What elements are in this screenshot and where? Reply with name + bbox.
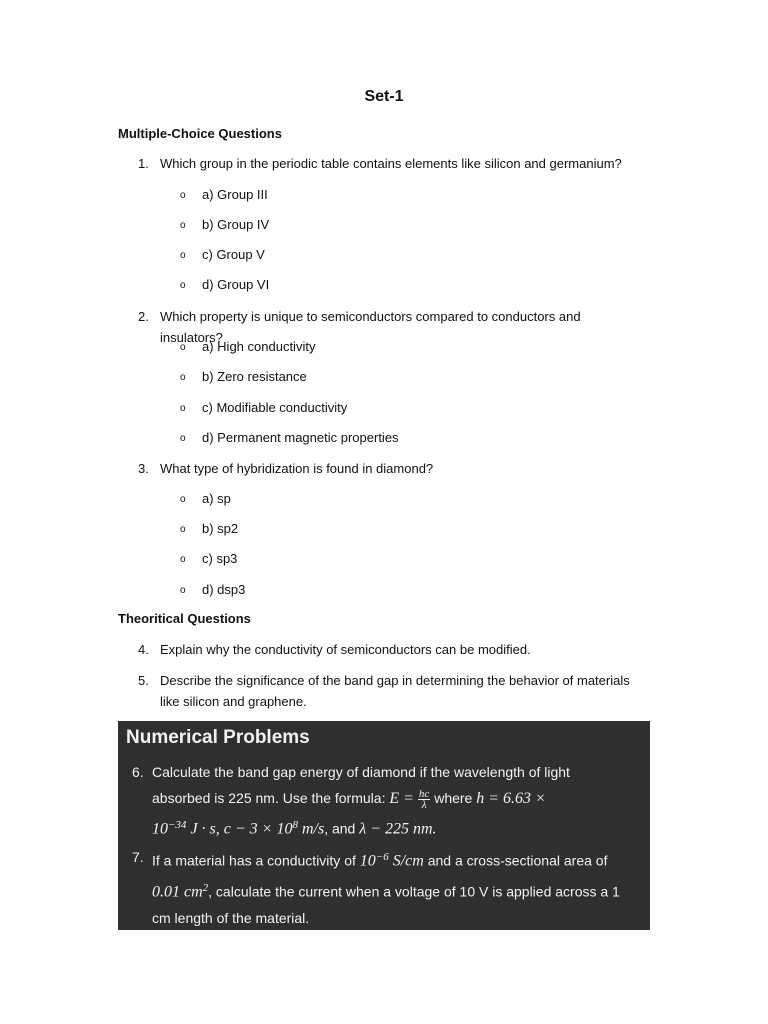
numerical-problems-panel — [118, 721, 650, 930]
option-label: a) High conductivity — [202, 339, 316, 354]
circle-bullet-icon: o — [180, 342, 186, 353]
question-number: 2. — [138, 309, 149, 324]
option-label: c) Group V — [202, 247, 265, 262]
option-label: d) Permanent magnetic properties — [202, 430, 399, 445]
problem-6 — [132, 759, 642, 843]
formula-exp-base: 10 — [359, 852, 376, 870]
option-label: c) sp3 — [202, 551, 238, 566]
formula-exp-base: 10 — [152, 820, 168, 838]
formula-lambda: λ − 225 nm. — [359, 820, 437, 838]
option-item — [180, 491, 231, 506]
circle-bullet-icon: o — [180, 433, 186, 444]
formula-units: J · s, c − 3 × 10 — [186, 820, 293, 838]
option-item — [180, 339, 315, 354]
problem-7 — [132, 844, 642, 931]
problem-line: Calculate the band gap energy of diamond if the wavelength of light — [152, 764, 570, 780]
fraction-denominator: λ — [421, 798, 427, 811]
option-item — [180, 400, 347, 415]
fraction-numerator: hc — [418, 787, 430, 800]
problem-line: and a cross-sectional area of — [423, 852, 608, 869]
circle-bullet-icon: o — [180, 372, 186, 383]
option-label: d) Group VI — [202, 277, 270, 292]
circle-bullet-icon: o — [180, 190, 186, 201]
option-item — [180, 277, 269, 292]
formula-area: 0.01 cm — [152, 883, 203, 901]
question-number: 4. — [138, 642, 149, 657]
option-label: c) Modifiable conductivity — [202, 400, 348, 415]
option-item — [180, 247, 265, 262]
formula-units: m/s — [297, 820, 325, 838]
question-5 — [138, 670, 638, 712]
circle-bullet-icon: o — [180, 494, 186, 505]
problem-word: , and — [324, 820, 360, 837]
option-item — [180, 521, 238, 536]
question-text: Which group in the periodic table contains elements like silicon and germanium? — [160, 156, 622, 171]
problem-line: If a material has a conductivity of — [152, 852, 360, 869]
option-label: b) Group IV — [202, 217, 270, 232]
problem-line: , calculate the current when a voltage of 10 V is applied across a 1 — [208, 883, 620, 900]
circle-bullet-icon: o — [180, 250, 186, 261]
formula-exponent: −34 — [168, 819, 187, 831]
circle-bullet-icon: o — [180, 220, 186, 231]
page-title: Set-1 — [364, 88, 404, 105]
circle-bullet-icon: o — [180, 554, 186, 565]
circle-bullet-icon: o — [180, 585, 186, 596]
option-item — [180, 582, 245, 597]
question-4 — [138, 639, 638, 660]
theory-heading: Theoritical Questions — [118, 611, 251, 626]
question-number: 5. — [138, 673, 149, 688]
problem-line: cm length of the material. — [152, 910, 310, 927]
option-item — [180, 430, 399, 445]
numerical-heading: Numerical Problems — [126, 727, 310, 748]
formula-exponent: 8 — [292, 819, 298, 831]
option-label: b) sp2 — [202, 521, 239, 536]
fraction — [418, 789, 430, 810]
circle-bullet-icon: o — [180, 524, 186, 535]
question-1 — [138, 153, 638, 174]
option-label: d) dsp3 — [202, 582, 246, 597]
option-item — [180, 551, 237, 566]
option-item — [180, 217, 269, 232]
question-3 — [138, 458, 638, 479]
option-label: a) Group III — [202, 187, 268, 202]
circle-bullet-icon: o — [180, 403, 186, 414]
question-text: Which property is unique to semiconductors compared to conductors and insulators? — [160, 309, 581, 345]
problem-text — [152, 759, 640, 843]
option-item — [180, 369, 307, 384]
problem-word: where — [430, 790, 477, 806]
problem-number: 6. — [132, 764, 144, 780]
problem-text — [152, 844, 640, 931]
formula-exponent: 2 — [202, 881, 209, 894]
problem-line: absorbed is 225 nm. Use the formula: — [152, 790, 390, 806]
mcq-heading: Multiple-Choice Questions — [118, 126, 282, 141]
option-item — [180, 187, 268, 202]
question-number: 3. — [138, 461, 149, 476]
option-label: b) Zero resistance — [202, 369, 307, 384]
question-text: Explain why the conductivity of semiconductors can be modified. — [160, 642, 531, 657]
formula-exponent: −6 — [375, 851, 389, 863]
question-text: Describe the significance of the band gap in determining the behavior of materials like silicon and graphene. — [160, 673, 630, 709]
formula-units: S/cm — [388, 852, 424, 870]
question-text: What type of hybridization is found in diamond? — [160, 461, 434, 476]
problem-number: 7. — [132, 849, 144, 865]
formula-e: E = — [389, 790, 418, 807]
option-label: a) sp — [202, 491, 231, 506]
circle-bullet-icon: o — [180, 280, 186, 291]
question-number: 1. — [138, 156, 149, 171]
formula-h: h = 6.63 × — [476, 790, 546, 807]
